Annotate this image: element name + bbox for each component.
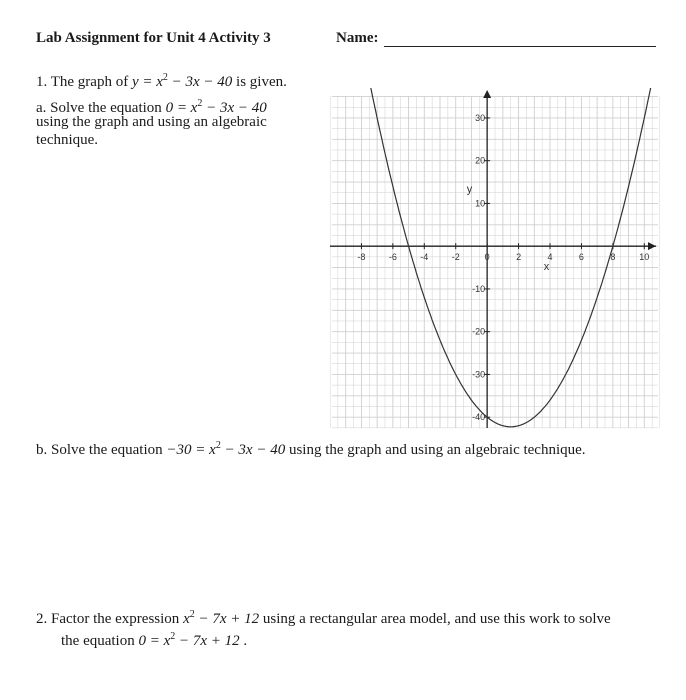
x-tick-label: -8: [357, 252, 366, 263]
q1b-line: b. Solve the equation $-30 = x^2 - 3x - 40$ using the graph and using an algebraic technique.: [36, 440, 586, 458]
x-tick-label: 4: [547, 252, 553, 263]
q2-line1: 2. Factor the expression $x^2 - 7x + 12$ using a rectangular area model, and use this work to solve: [36, 609, 611, 627]
x-tick-label: 6: [578, 252, 584, 263]
q2-line2: the equation $0 = x^2 - 7x + 12$ .: [61, 631, 248, 649]
x-tick-label: 10: [639, 252, 650, 263]
x-tick-label: -6: [388, 252, 397, 263]
x-tick-label: -4: [420, 252, 429, 263]
y-tick-label: 10: [475, 198, 486, 209]
y-tick-label: -30: [472, 369, 486, 380]
q1a-line3: technique.: [36, 132, 99, 148]
x-tick-label: -2: [451, 252, 460, 263]
q1-intro: 1. The graph of $y = x^2 - 3x - 40$ is given.: [36, 72, 287, 90]
y-tick-label: -40: [472, 412, 486, 423]
parabola-graph: [330, 88, 660, 430]
x-axis-label: x: [543, 261, 550, 274]
name-field-line[interactable]: [384, 46, 656, 47]
q1a-line2: using the graph and using an algebraic: [36, 114, 267, 130]
y-tick-label: 30: [475, 112, 486, 123]
y-tick-label: 20: [475, 155, 486, 166]
x-tick-label: 2: [516, 252, 522, 263]
x-tick-label: 0: [484, 252, 490, 263]
name-label: Name:: [336, 30, 379, 46]
y-tick-label: -10: [472, 283, 486, 294]
y-axis-arrow: [483, 90, 491, 98]
y-axis-label: y: [466, 183, 473, 196]
q1a-line1: a. Solve the equation $0 = x^2 - 3x - 40$: [36, 98, 267, 116]
graph-axes: [330, 90, 656, 428]
assignment-title: Lab Assignment for Unit 4 Activity 3: [36, 30, 271, 46]
x-tick-label: 8: [610, 252, 616, 263]
y-tick-label: -20: [472, 326, 486, 337]
